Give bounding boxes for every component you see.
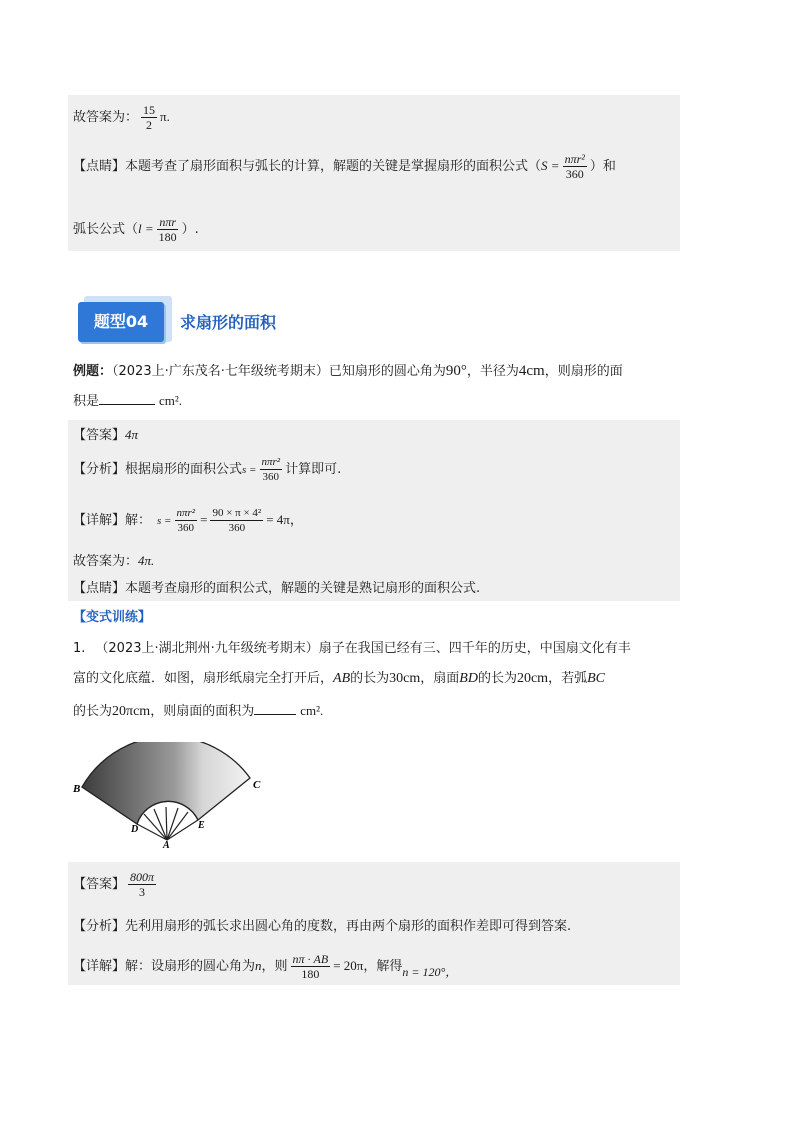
example-point: 【点睛】本题考查扇形的面积公式，解题的关键是熟记扇形的面积公式. bbox=[73, 581, 481, 596]
section-title: 求扇形的面积 bbox=[180, 313, 277, 332]
area-formula-fraction: $\frac{\text{nπr²}}{360}$ bbox=[564, 152, 585, 181]
variant-heading: 【变式训练】 bbox=[73, 610, 152, 625]
fan-figure bbox=[70, 742, 270, 850]
variant-detail-fraction: $\frac{n\pi \cdot AB}{180}$ bbox=[292, 952, 329, 981]
section-badge: 题型04 bbox=[78, 296, 173, 348]
label-C: C bbox=[253, 779, 261, 791]
example-detail: 【详解】解： s = $\frac{\text{nπr²}}{360}$ = $\frac{\text{90 × π × 4²}}{360}$ = 4π， bbox=[73, 507, 303, 534]
answer-line: 故答案为： $\frac{15}{2}$ π. bbox=[73, 103, 170, 132]
variant-question-line3: 的长为20πcm，则扇面的面积为 cm². bbox=[73, 703, 324, 719]
label-B: B bbox=[73, 783, 81, 795]
label-D: D bbox=[131, 824, 139, 835]
detail-fraction-1: $\frac{\text{nπr²}}{360}$ bbox=[176, 507, 196, 534]
example-answer: 【答案】4π bbox=[73, 427, 139, 443]
analysis-formula-fraction: $\frac{\text{nπr²}}{360}$ bbox=[261, 456, 281, 483]
example-question-line2: 积是 cm². bbox=[73, 393, 183, 409]
label-E: E bbox=[198, 820, 205, 831]
variant-answer: 【答案】 $\frac{800\pi}{3}$ bbox=[73, 870, 155, 899]
point-line: 【点睛】本题考查了扇形面积与弧长的计算，解题的关键是掌握扇形的面积公式（S = $\frac{\text{nπr²}}{360}$ ）和 bbox=[73, 152, 616, 181]
arc-formula-fraction: $\frac{\text{nπr}}{180}$ bbox=[158, 215, 177, 244]
variant-question-line2: 富的文化底蕴．如图，扇形纸扇完全打开后，AB的长为30cm，扇面BD的长为20cm，若弧BC bbox=[73, 671, 605, 686]
variant-answer-fraction: $\frac{800\pi}{3}$ bbox=[130, 870, 155, 899]
detail-fraction-2: $\frac{\text{90 × π × 4²}}{360}$ bbox=[212, 507, 262, 534]
example-analysis: 【分析】根据扇形的面积公式s = $\frac{\text{nπr²}}{360}$ 计算即可. bbox=[73, 456, 342, 483]
example-final-answer: 故答案为：4π. bbox=[73, 553, 155, 569]
variant-detail: 【详解】解：设扇形的圆心角为n，则 $\frac{n\pi \cdot AB}{180}$ = 20π，解得n = 120°， bbox=[73, 952, 458, 981]
label-A: A bbox=[163, 840, 170, 850]
example-question-line1: 例题：（2023上·广东茂名·七年级统考期末）已知扇形的圆心角为90°，半径为4cm，则扇形的面 bbox=[73, 363, 623, 379]
answer-blank-2 bbox=[254, 714, 296, 715]
answer-blank bbox=[99, 404, 155, 405]
answer-fraction: $\frac{15}{2}$ bbox=[143, 103, 156, 132]
variant-analysis: 【分析】先利用扇形的弧长求出圆心角的度数，再由两个扇形的面积作差即可得到答案. bbox=[73, 919, 572, 934]
variant-question-line1: 1. （2023上·湖北荆州·九年级统考期末）扇子在我国已经有三、四千年的历史，中国扇文化有丰 bbox=[73, 641, 631, 656]
arc-formula-line: 弧长公式（l = $\frac{\text{nπr}}{180}$ ）. bbox=[73, 215, 199, 244]
